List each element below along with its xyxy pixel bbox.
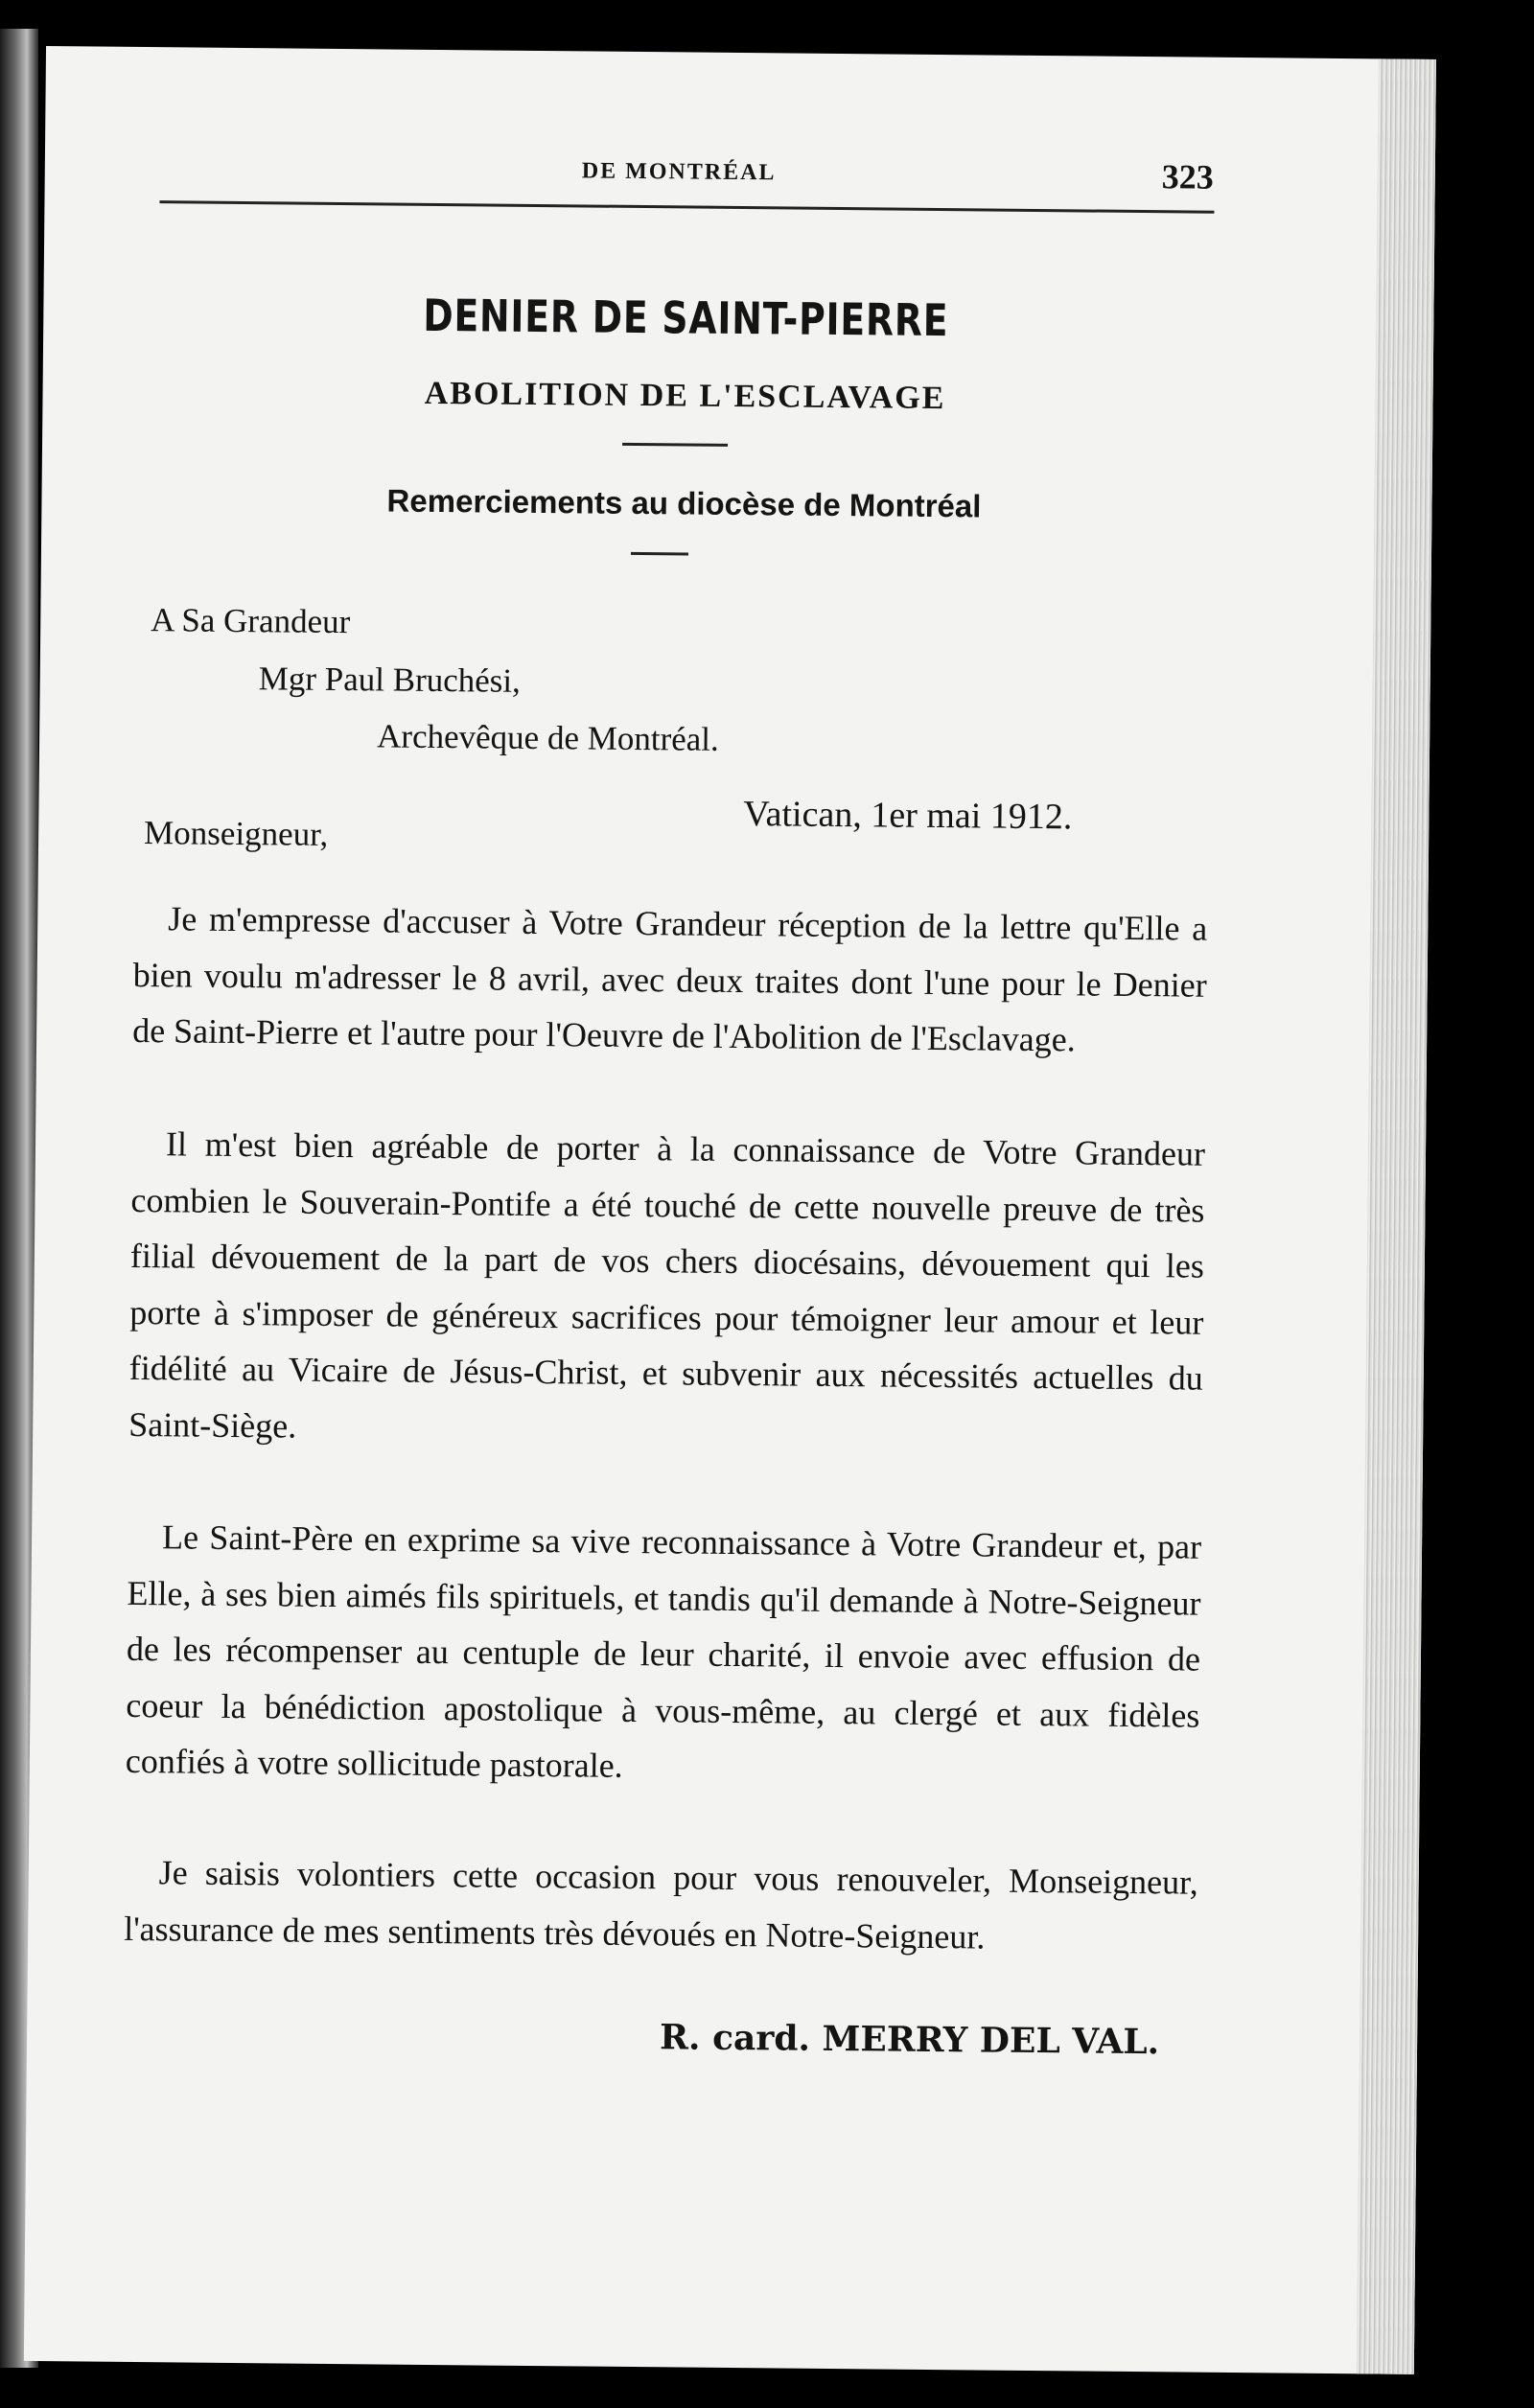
address-line-1: A Sa Grandeur [151, 601, 351, 641]
page-edges [1357, 58, 1436, 2373]
paragraph-3: Le Saint-Père en exprime sa vive reconnaissance à Votre Grandeur et, par Elle, à ses bien aimés fils spirituels, et tandis qu'il demande à Notre-Seigneur de les récompenser au centuple de leur charité, il envoie avec effusion de coeur la bénédiction apostolique à vous-même, au clergé et aux fidèles confiés à votre sollicitude pastorale. [125, 1517, 1202, 1785]
date-line: Vatican, 1er mai 1912. [743, 794, 1073, 838]
paragraph-4: Je saisis volontiers cette occasion pour vous renouveler, Monseigneur, l'assurance de mes sentiments très dévoués en Notre-Seigneur. [123, 1853, 1198, 1956]
paragraph-1: Je m'empresse d'accuser à Votre Grandeur réception de la lettre qu'Elle a bien voulu m'adresser le 8 avril, avec deux traites dont l'une pour le Denier de Saint-Pierre et l'autre pour l'Oeuvre de l'Abolition de l'Esclavage. [131, 899, 1208, 1059]
book-page [24, 46, 1436, 2374]
header-rule [159, 200, 1214, 214]
address-line-2: Mgr Paul Bruchési, [258, 660, 522, 700]
main-title: DENIER DE SAINT-PIERRE [423, 289, 949, 347]
salutation: Monseigneur, [143, 814, 329, 853]
paragraph-2: Il m'est bien agréable de porter à la connaissance de Votre Grandeur combien le Souverain-Pontife a été touché de cette nouvelle preuve de très filial dévouement de la part de vos chers diocésains, dévouement qui les porte à s'imposer de généreux sacrifices pour témoigner leur amour et leur fidélité au Vicaire de Jésus-Christ, et subvenir aux nécessités actuelles du Saint-Siège. [128, 1124, 1206, 1446]
running-head: DE MONTRÉAL [581, 158, 777, 186]
section-divider [631, 552, 688, 556]
page-number: 323 [1161, 157, 1214, 197]
address-line-3: Archevêque de Montréal. [376, 717, 719, 758]
section-title: Remerciements au diocèse de Montréal [386, 482, 982, 524]
title-divider [622, 443, 728, 447]
subtitle: ABOLITION DE L'ESCLAVAGE [424, 375, 946, 417]
signature: R. card. MERRY DEL VAL. [659, 2017, 1160, 2063]
